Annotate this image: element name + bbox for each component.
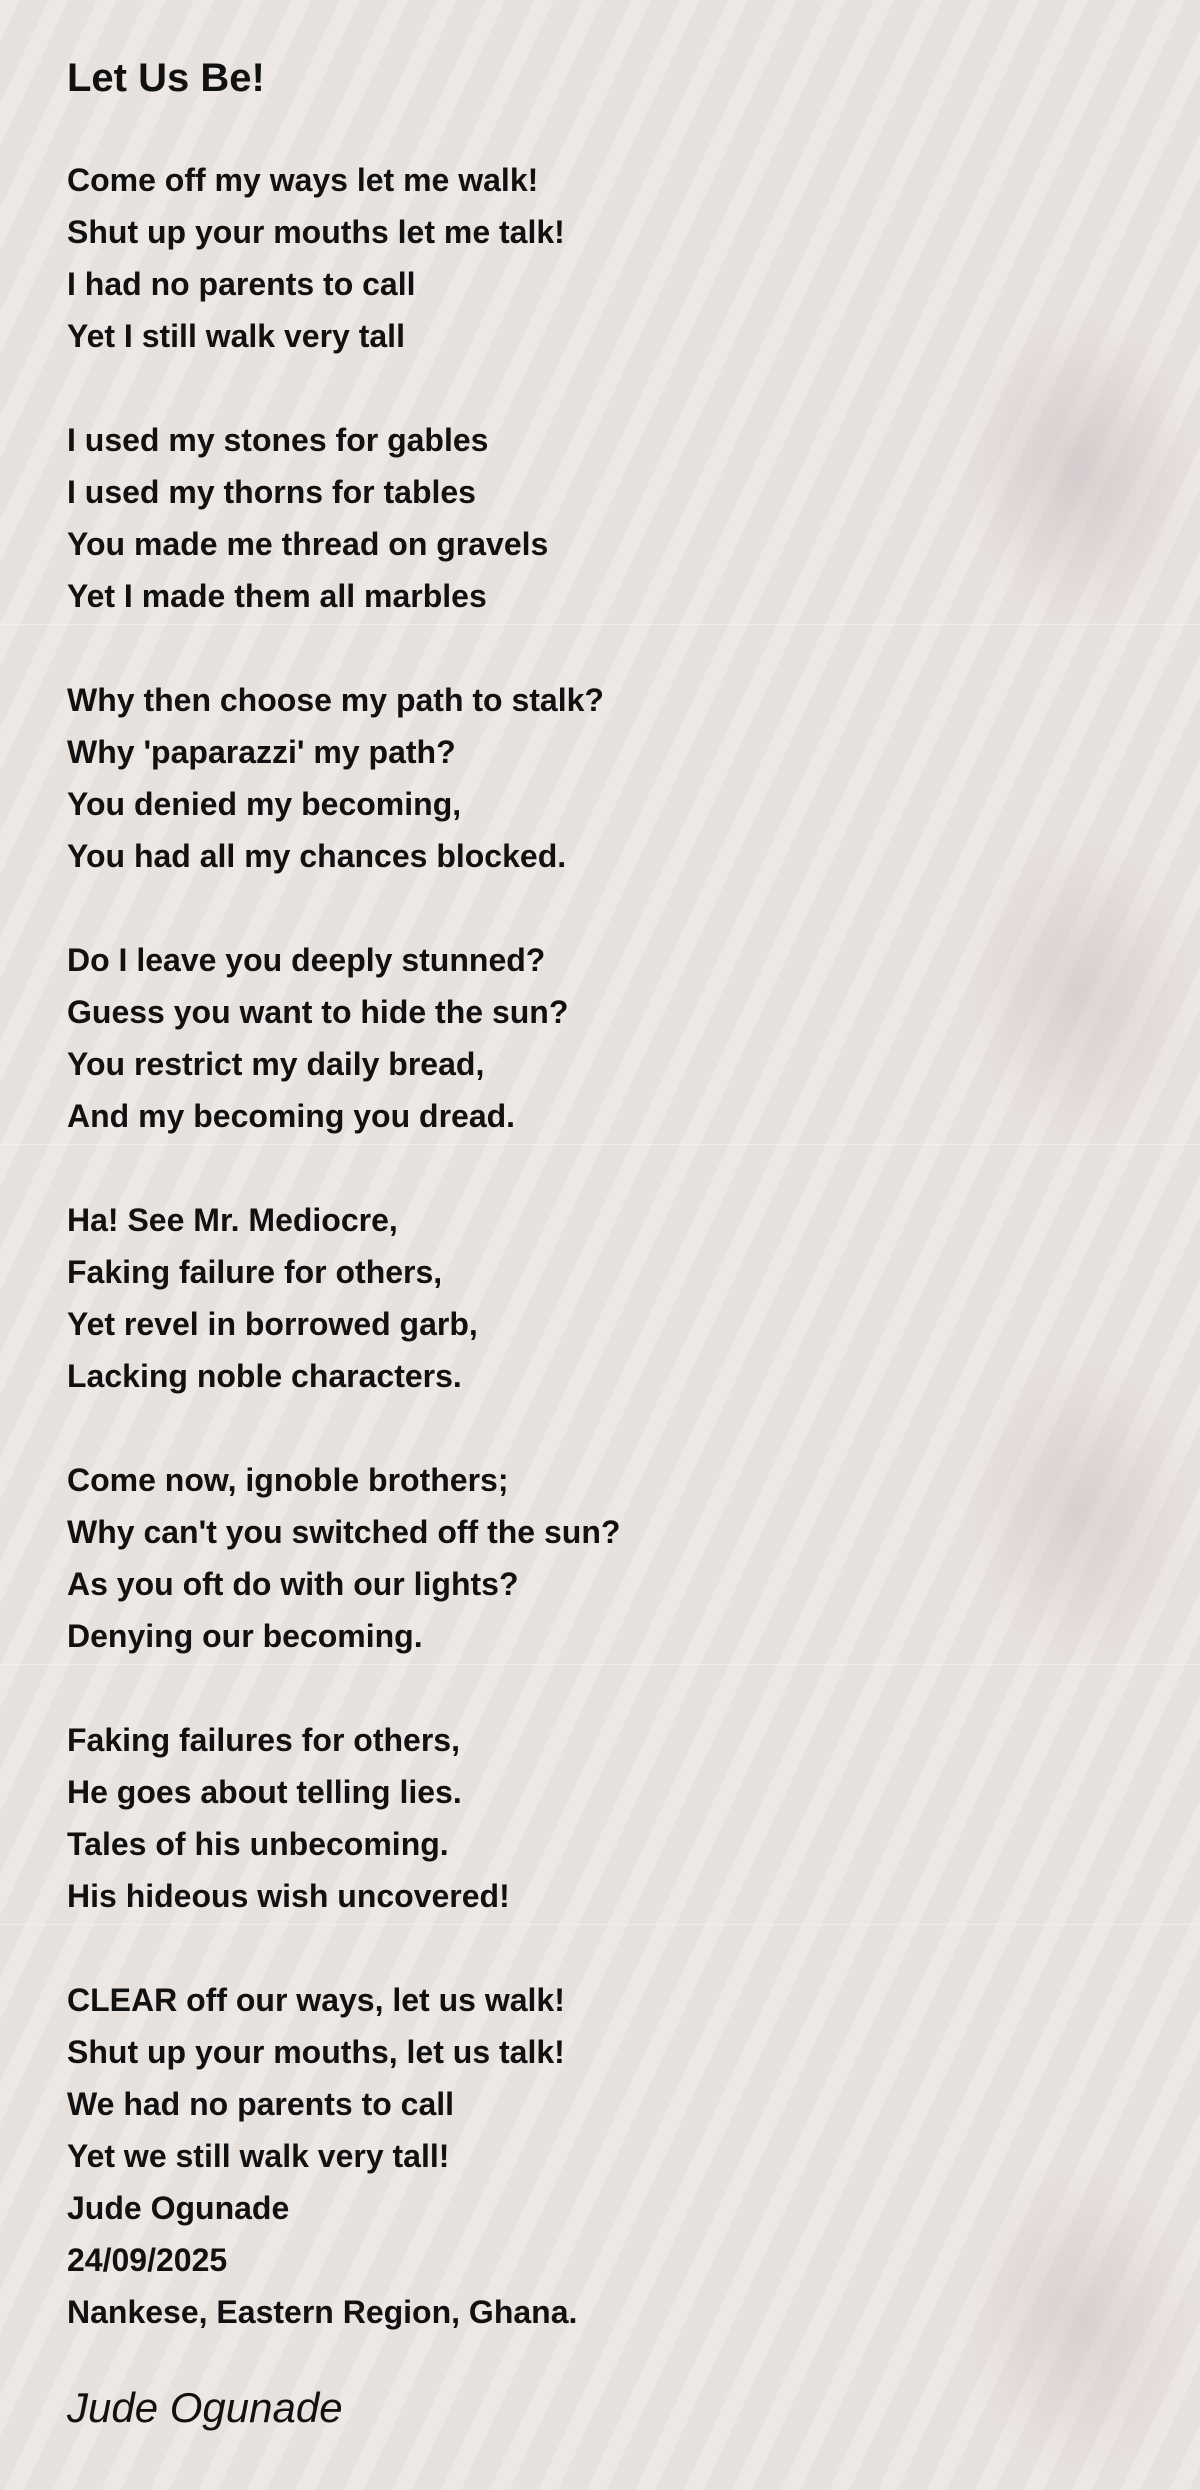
stanza-7 xyxy=(67,1714,1147,1922)
poem-line: Ha! See Mr. Mediocre, xyxy=(67,1202,398,1238)
stanza-8 xyxy=(67,1974,1147,2338)
poem-line: Shut up your mouths, let us talk! xyxy=(67,2034,565,2070)
stanza-2 xyxy=(67,414,1147,622)
poem-line: Do I leave you deeply stunned? xyxy=(67,942,546,978)
poem-line: CLEAR off our ways, let us walk! xyxy=(67,1982,565,2018)
poem-line: I used my thorns for tables xyxy=(67,474,476,510)
poem-line: Why 'paparazzi' my path? xyxy=(67,734,456,770)
poem-line: You restrict my daily bread, xyxy=(67,1046,485,1082)
poem-line: We had no parents to call xyxy=(67,2086,455,2122)
poem-line: Why can't you switched off the sun? xyxy=(67,1514,621,1550)
poem-line: Yet we still walk very tall! xyxy=(67,2138,450,2174)
poem-line: Faking failure for others, xyxy=(67,1254,443,1290)
stanza-3 xyxy=(67,674,1147,882)
stanza-6 xyxy=(67,1454,1147,1662)
author-signature: Jude Ogunade xyxy=(67,2384,343,2431)
poem-line: Lacking noble characters. xyxy=(67,1358,462,1394)
poem-line: Come now, ignoble brothers; xyxy=(67,1462,509,1498)
stanza-4 xyxy=(67,934,1147,1142)
poem-line: Yet revel in borrowed garb, xyxy=(67,1306,478,1342)
poem-line: And my becoming you dread. xyxy=(67,1098,516,1134)
poem-line: His hideous wish uncovered! xyxy=(67,1878,510,1914)
poem-line: Yet I made them all marbles xyxy=(67,578,487,614)
poem-line: I used my stones for gables xyxy=(67,422,489,458)
location-line: Nankese, Eastern Region, Ghana. xyxy=(67,2294,578,2330)
poem-line: You had all my chances blocked. xyxy=(67,838,567,874)
poem-line: Denying our becoming. xyxy=(67,1618,423,1654)
poem-line: As you oft do with our lights? xyxy=(67,1566,519,1602)
stanza-1 xyxy=(67,154,1147,362)
poem-line: Tales of his unbecoming. xyxy=(67,1826,449,1862)
stanza-5 xyxy=(67,1194,1147,1402)
poem-line: Faking failures for others, xyxy=(67,1722,460,1758)
poem xyxy=(67,50,1147,2438)
poem-line: I had no parents to call xyxy=(67,266,416,302)
poem-title: Let Us Be! xyxy=(67,56,265,100)
poem-line: Why then choose my path to stalk? xyxy=(67,682,604,718)
date-line: 24/09/2025 xyxy=(67,2242,228,2278)
poem-line: He goes about telling lies. xyxy=(67,1774,462,1810)
poem-line: Come off my ways let me walk! xyxy=(67,162,539,198)
poem-line: You denied my becoming, xyxy=(67,786,462,822)
poem-line: Yet I still walk very tall xyxy=(67,318,405,354)
poem-line: You made me thread on gravels xyxy=(67,526,549,562)
poem-line: Shut up your mouths let me talk! xyxy=(67,214,565,250)
poem-line: Guess you want to hide the sun? xyxy=(67,994,569,1030)
author-line: Jude Ogunade xyxy=(67,2190,290,2226)
